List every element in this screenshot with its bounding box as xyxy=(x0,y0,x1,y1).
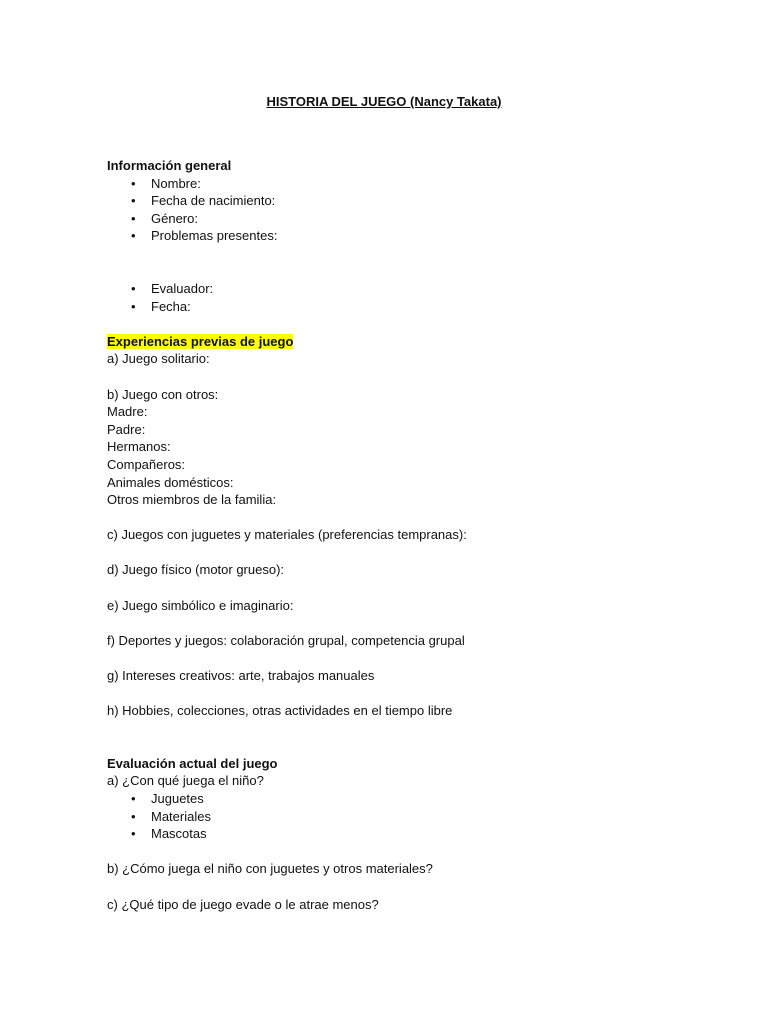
item-intereses-creativos: g) Intereses creativos: arte, trabajos manuales xyxy=(107,668,375,684)
item-juguetes: Juguetes xyxy=(151,791,204,806)
list-item xyxy=(107,210,707,228)
field-label-evaluador: Evaluador: xyxy=(151,280,214,296)
spacer xyxy=(107,509,707,527)
bullet-icon: • xyxy=(131,826,136,842)
section-heading-actual: Evaluación actual del juego xyxy=(107,755,278,771)
document-title: HISTORIA DEL JUEGO (Nancy Takata) xyxy=(266,94,502,109)
spacer xyxy=(107,315,707,333)
document-body xyxy=(107,157,707,913)
bullet-icon: • xyxy=(131,175,136,191)
item-otros-miembros: Otros miembros de la familia: xyxy=(107,492,277,508)
list-item xyxy=(107,298,707,316)
item-como-juega: b) ¿Cómo juega el niño con juguetes y otros materiales? xyxy=(107,861,433,877)
spacer xyxy=(107,685,707,703)
list-item xyxy=(107,175,707,193)
spacer xyxy=(107,843,707,861)
item-juego-solitario: a) Juego solitario: xyxy=(107,351,210,367)
spacer xyxy=(107,878,707,896)
spacer xyxy=(107,649,707,667)
general-info-list xyxy=(107,175,707,245)
item-madre: Madre: xyxy=(107,404,148,420)
list-item xyxy=(107,192,707,210)
bullet-icon: • xyxy=(131,228,136,244)
item-animales: Animales domésticos: xyxy=(107,474,234,490)
list-item xyxy=(107,808,707,826)
bullet-icon: • xyxy=(131,193,136,209)
bullet-icon: • xyxy=(131,298,136,314)
field-label-problemas: Problemas presentes: xyxy=(151,228,278,244)
field-label-nombre: Nombre: xyxy=(151,175,201,191)
highlighted-heading: Experiencias previas de juego xyxy=(107,333,294,349)
item-juego-fisico: d) Juego físico (motor grueso): xyxy=(107,562,285,578)
bullet-icon: • xyxy=(131,280,136,296)
item-hobbies: h) Hobbies, colecciones, otras actividades en el tiempo libre xyxy=(107,703,453,719)
spacer xyxy=(107,579,707,597)
section-heading-general: Información general xyxy=(107,158,232,173)
item-que-tipo-evade: c) ¿Qué tipo de juego evade o le atrae menos? xyxy=(107,896,379,912)
spacer xyxy=(107,544,707,562)
field-label-genero: Género: xyxy=(151,210,198,226)
item-juguetes-materiales: c) Juegos con juguetes y materiales (preferencias tempranas): xyxy=(107,527,467,543)
item-juego-con-otros: b) Juego con otros: xyxy=(107,386,219,402)
field-label-fecha-nacimiento: Fecha de nacimiento: xyxy=(151,193,276,209)
list-item xyxy=(107,790,707,808)
play-objects-list xyxy=(107,790,707,843)
spacer xyxy=(107,720,707,755)
item-deportes: f) Deportes y juegos: colaboración grupal, competencia grupal xyxy=(107,632,465,648)
item-padre: Padre: xyxy=(107,421,146,437)
section-heading-previas xyxy=(107,333,707,351)
list-item xyxy=(107,825,707,843)
list-item xyxy=(107,280,707,298)
bullet-icon: • xyxy=(131,808,136,824)
item-companeros: Compañeros: xyxy=(107,456,186,472)
item-hermanos: Hermanos: xyxy=(107,439,171,455)
evaluator-list xyxy=(107,280,707,315)
bullet-icon: • xyxy=(131,210,136,226)
item-con-que-juega: a) ¿Con qué juega el niño? xyxy=(107,773,264,789)
field-label-fecha: Fecha: xyxy=(151,298,191,314)
item-juego-simbolico: e) Juego simbólico e imaginario: xyxy=(107,597,294,613)
bullet-icon: • xyxy=(131,791,136,806)
spacer xyxy=(107,614,707,632)
spacer xyxy=(107,245,707,280)
item-mascotas: Mascotas xyxy=(151,826,207,842)
list-item xyxy=(107,227,707,245)
spacer xyxy=(107,368,707,386)
item-materiales: Materiales xyxy=(151,808,211,824)
